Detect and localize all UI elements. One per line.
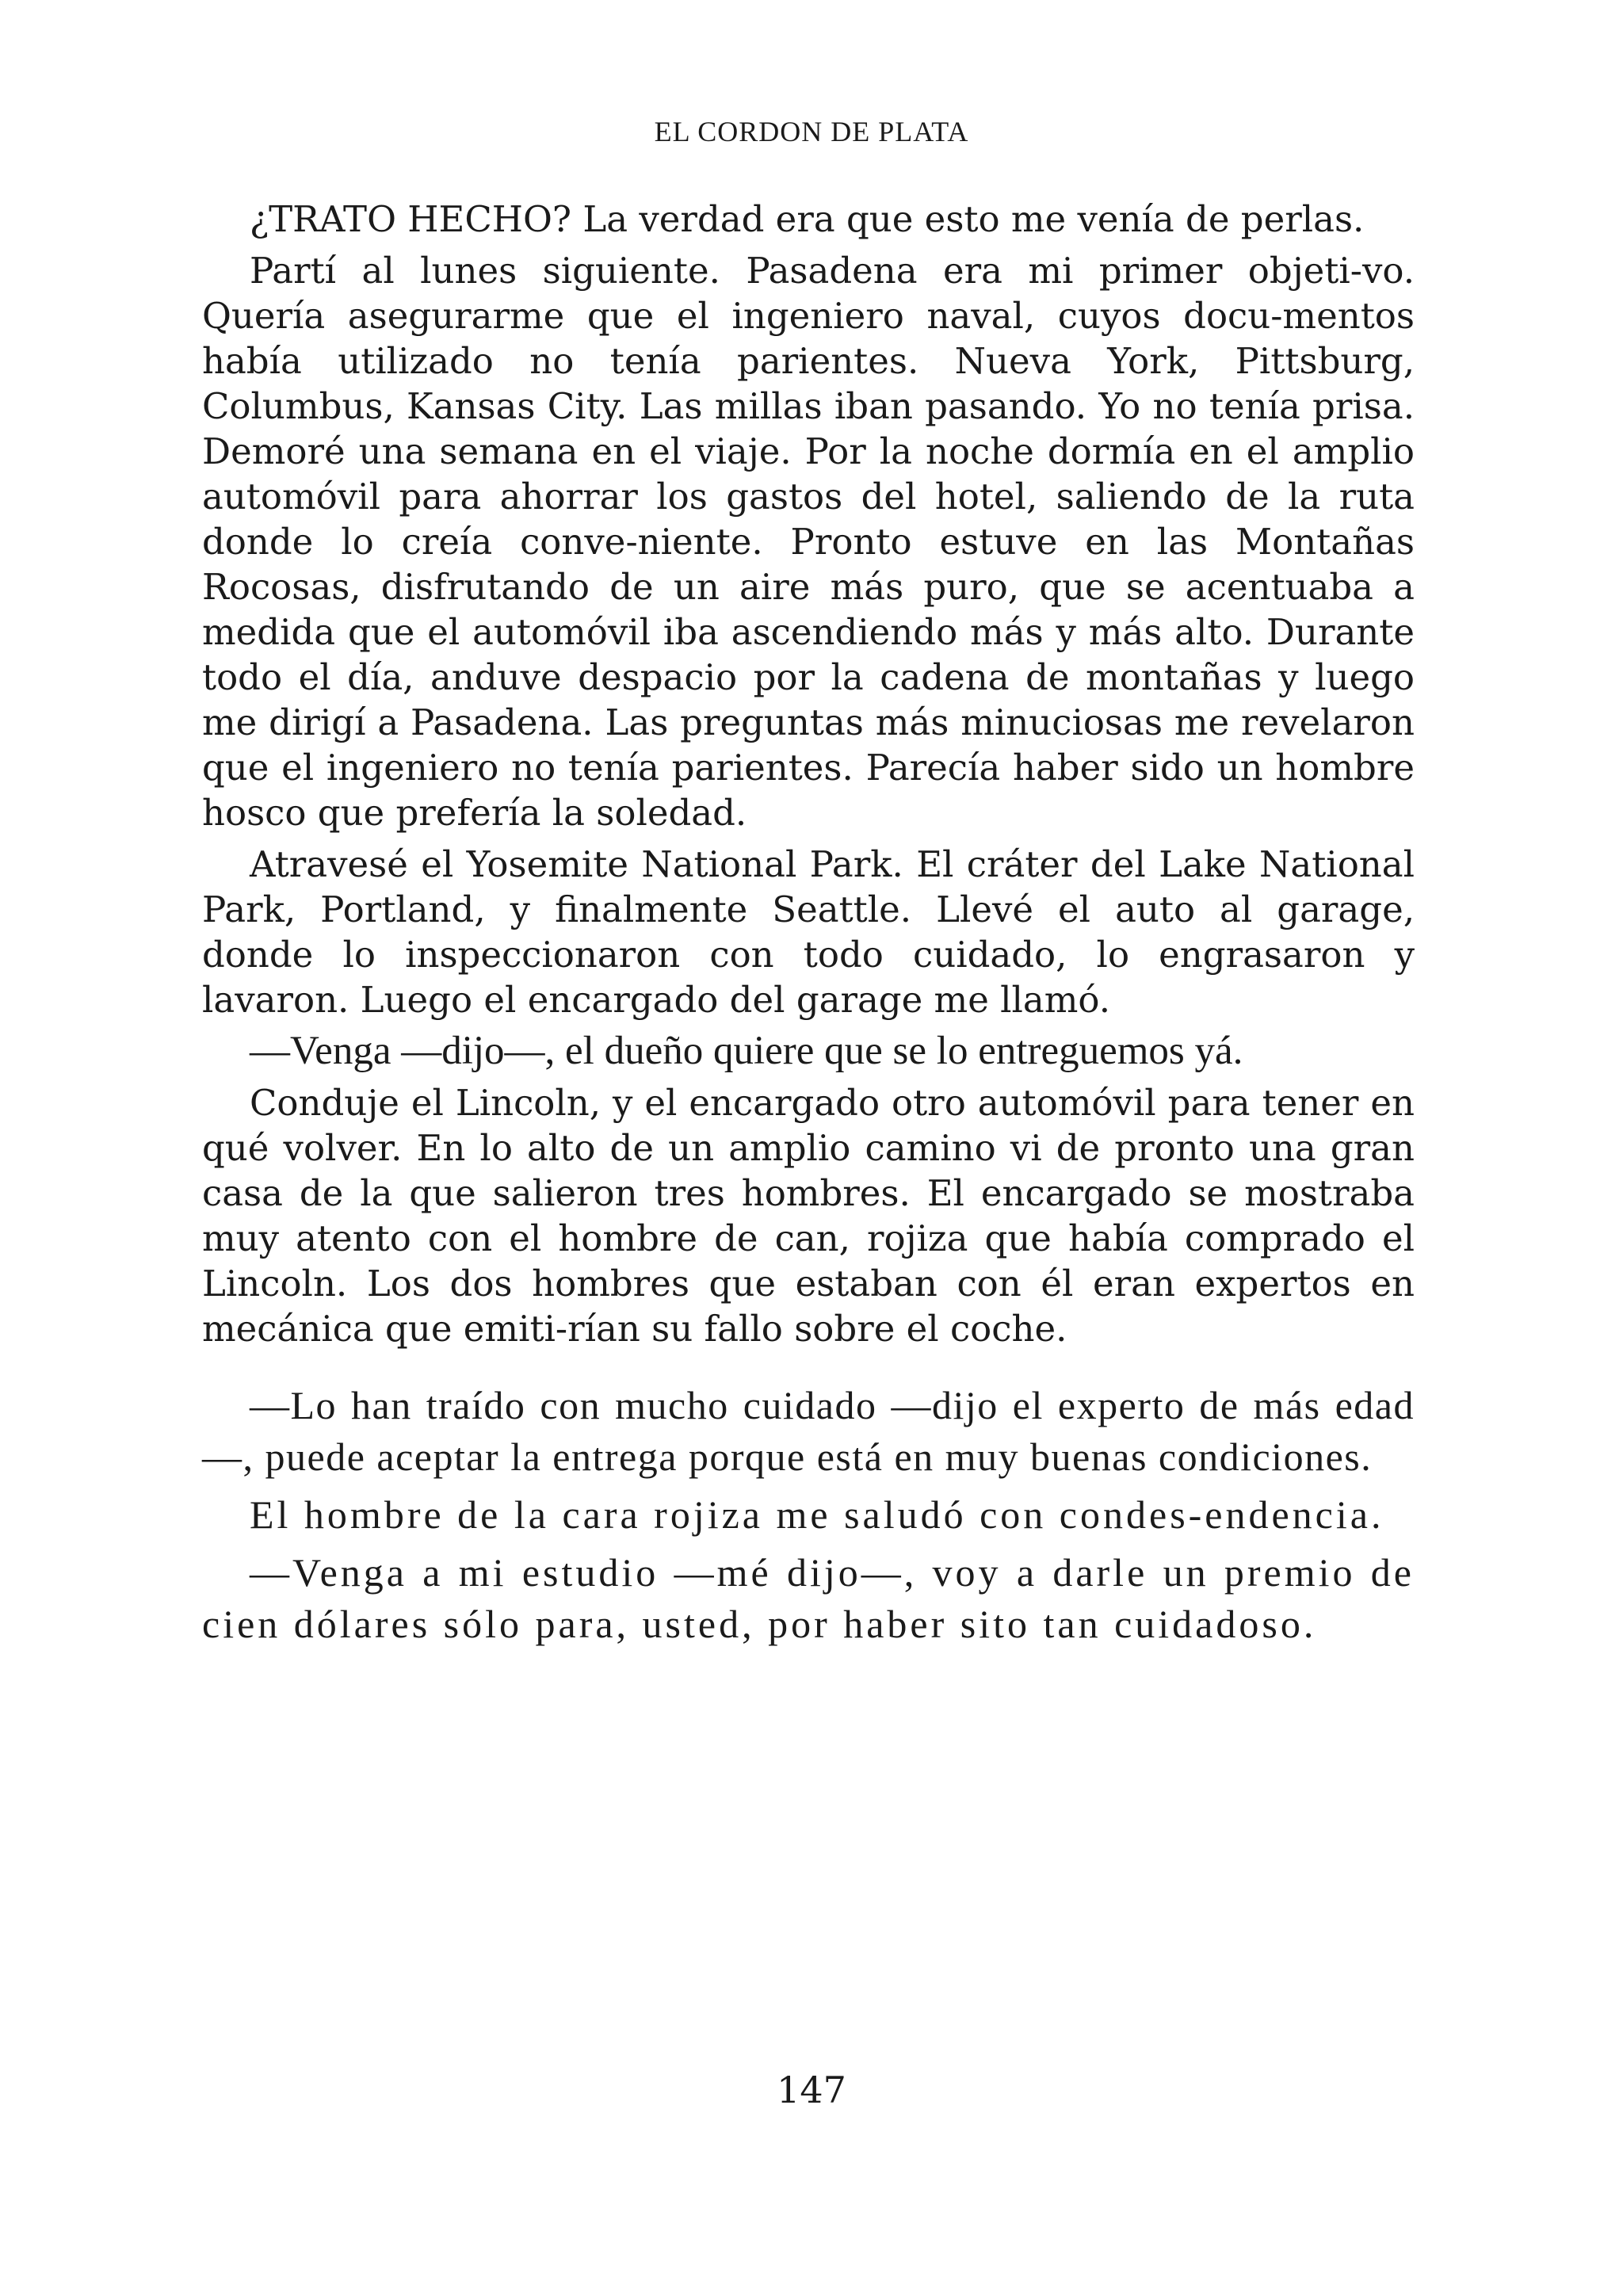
paragraph-6: —Lo han traído con mucho cuidado —dijo el experto de más edad—, puede aceptar la entrega porque está en muy buenas condiciones. (202, 1383, 1415, 1479)
paragraph-7: El hombre de la cara rojiza me saludó con condes-endencia. (250, 1492, 1384, 1537)
body-text (202, 197, 1415, 1656)
paragraph-1: ¿TRATO HECHO? La verdad era que esto me venía de perlas. (250, 198, 1365, 240)
paragraph-3: Atravesé el Yosemite National Park. El cráter del Lake National Park, Portland, y finalmente Seattle. Llevé el auto al garage, donde lo inspeccionaron con todo cuidado, lo engrasaron y lavaron. Luego el encargado del garage me llamó. (202, 843, 1415, 1021)
paragraph-4: —Venga —dijo—, el dueño quiere que se lo entreguemos yá. (250, 1029, 1243, 1073)
paragraph-8: —Venga a mi estudio —mé dijo—, voy a darle un premio de cien dólares sólo para, usted, por haber sito tan cuidadoso. (202, 1550, 1415, 1646)
paragraph-2: Partí al lunes siguiente. Pasadena era mi primer objeti-vo. Quería asegurarme que el ingeniero naval, cuyos docu-mentos había utilizado no tenía parientes. Nueva York, Pittsburg, Columbus, Kansas City. Las millas iban pasando. Yo no tenía prisa. Demoré una semana en el viaje. Por la noche dormía en el amplio automóvil para ahorrar los gastos del hotel, saliendo de la ruta donde lo creía conve-niente. Pronto estuve en las Montañas Rocosas, disfrutando de un aire más puro, que se acentuaba a medida que el automóvil iba ascendiendo más y más alto. Durante todo el día, anduve despacio por la cadena de montañas y luego me dirigí a Pasadena. Las preguntas más minuciosas me revelaron que el ingeniero no tenía parientes. Parecía haber sido un hombre hosco que prefería la soledad. (202, 250, 1415, 834)
paragraph-5: Conduje el Lincoln, y el encargado otro automóvil para tener en qué volver. En lo alto de un amplio camino vi de pronto una gran casa de la que salieron tres hombres. El encargado se mostraba muy atento con el hombre de can, rojiza que había comprado el Lincoln. Los dos hombres que estaban con él eran expertos en mecánica que emiti-rían su fallo sobre el coche. (202, 1082, 1415, 1350)
running-header: EL CORDON DE PLATA (654, 116, 969, 147)
page-number: 147 (777, 2069, 846, 2111)
